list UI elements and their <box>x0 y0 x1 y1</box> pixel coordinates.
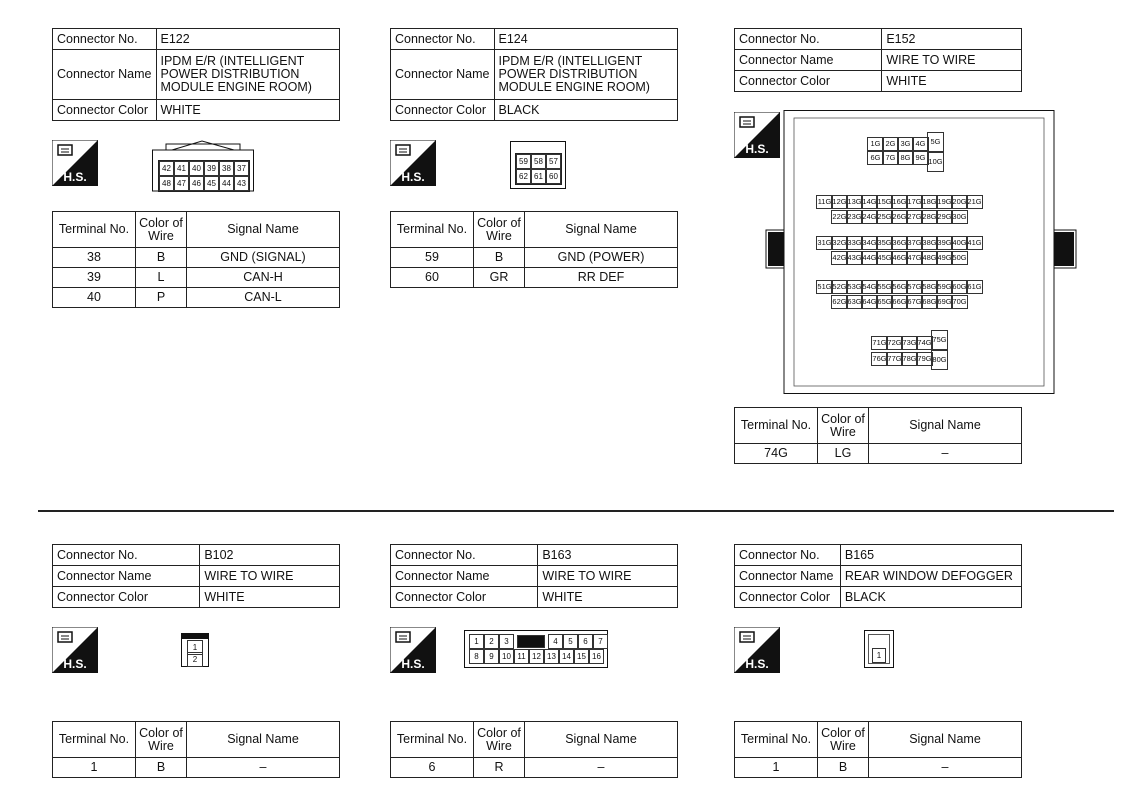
wire-color: P <box>136 288 187 308</box>
hs-icon <box>734 627 780 673</box>
connector-name-label: Connector Name <box>391 566 538 587</box>
pin: 12 <box>529 649 544 664</box>
pin: 41G <box>966 236 983 250</box>
table-row <box>53 268 340 288</box>
pin: 37 <box>234 161 249 176</box>
svg-text:H.S.: H.S. <box>401 170 425 184</box>
pin: 10G <box>927 152 944 172</box>
terminal-no-header: Terminal No. <box>53 212 136 248</box>
connector-no-value: B102 <box>200 545 340 566</box>
connector-no-label: Connector No. <box>391 29 495 50</box>
terminal-no: 1 <box>53 758 136 778</box>
pin: 53G <box>846 280 863 294</box>
pin: 24G <box>861 210 878 224</box>
pin: 62G <box>831 295 848 309</box>
wire-color: R <box>474 758 525 778</box>
table-row <box>53 288 340 308</box>
terminal-no: 74G <box>735 444 818 464</box>
signal-name-header: Signal Name <box>525 722 678 758</box>
signal-name: CAN-L <box>187 288 340 308</box>
pin: 41 <box>174 161 189 176</box>
pin: 17G <box>906 195 923 209</box>
pin: 8G <box>897 151 914 165</box>
pin: 37G <box>906 236 923 250</box>
pin: 34G <box>861 236 878 250</box>
pin: 66G <box>891 295 908 309</box>
color-of-wire-header: Color of Wire <box>818 722 869 758</box>
pin: 78G <box>901 352 918 366</box>
connector-no-label: Connector No. <box>53 29 157 50</box>
pin: 4G <box>912 137 929 151</box>
pin: 43G <box>846 251 863 265</box>
terminal-table-e152 <box>734 407 1022 464</box>
pin: 11G <box>816 195 833 209</box>
pin: 58G <box>921 280 938 294</box>
signal-name: – <box>525 758 678 778</box>
pin: 38 <box>219 161 234 176</box>
signal-name: – <box>187 758 340 778</box>
table-row <box>391 268 678 288</box>
pin: 5G <box>927 132 944 152</box>
pin: 33G <box>846 236 863 250</box>
pin: 16G <box>891 195 908 209</box>
terminal-no: 38 <box>53 248 136 268</box>
wire-color: B <box>818 758 869 778</box>
pin: 60G <box>951 280 968 294</box>
connector-info-b102 <box>52 544 340 608</box>
signal-name: CAN-H <box>187 268 340 288</box>
pin: 45G <box>876 251 893 265</box>
pin: 19G <box>936 195 953 209</box>
pin: 64G <box>861 295 878 309</box>
pin: 38G <box>921 236 938 250</box>
pin: 6G <box>867 151 884 165</box>
pin: 59G <box>936 280 953 294</box>
pin: 51G <box>816 280 833 294</box>
pin: 57 <box>546 154 561 169</box>
connector-no-label: Connector No. <box>391 545 538 566</box>
pin: 58 <box>531 154 546 169</box>
connector-name-value: WIRE TO WIRE <box>538 566 678 587</box>
connector-color-label: Connector Color <box>53 587 200 608</box>
connector-no-value: B165 <box>840 545 1021 566</box>
pin: 15G <box>876 195 893 209</box>
terminal-no-header: Terminal No. <box>735 722 818 758</box>
pin: 73G <box>901 336 918 350</box>
pin: 79G <box>916 352 933 366</box>
connector-face-b165 <box>864 630 894 668</box>
connector-color-value: WHITE <box>538 587 678 608</box>
pin: 9 <box>484 649 499 664</box>
connector-color-value: BLACK <box>494 100 678 121</box>
pin: 30G <box>951 210 968 224</box>
hs-icon <box>390 627 436 673</box>
pin: 1 <box>469 634 484 649</box>
terminal-no-header: Terminal No. <box>391 212 474 248</box>
pin: 15 <box>574 649 589 664</box>
connector-face-e152 <box>764 110 1078 394</box>
pin: 2 <box>484 634 499 649</box>
connector-color-label: Connector Color <box>391 100 495 121</box>
pin: 57G <box>906 280 923 294</box>
pin: 7 <box>593 634 608 649</box>
terminal-table-b165 <box>734 721 1022 778</box>
wire-color: LG <box>818 444 869 464</box>
connector-no-label: Connector No. <box>735 29 882 50</box>
pin: 65G <box>876 295 893 309</box>
pin: 1G <box>867 137 884 151</box>
pin: 47G <box>906 251 923 265</box>
connector-no-label: Connector No. <box>735 545 841 566</box>
pin: 45 <box>204 176 219 191</box>
hs-icon <box>52 627 98 673</box>
pin: 55G <box>876 280 893 294</box>
pin: 67G <box>906 295 923 309</box>
pin: 46 <box>189 176 204 191</box>
terminal-table-e122 <box>52 211 340 308</box>
pin: 39 <box>204 161 219 176</box>
connector-info-e152 <box>734 28 1022 92</box>
connector-color-value: WHITE <box>200 587 340 608</box>
pin: 26G <box>891 210 908 224</box>
pin: 48G <box>921 251 938 265</box>
pin: 36G <box>891 236 908 250</box>
table-row <box>53 758 340 778</box>
svg-text:H.S.: H.S. <box>401 657 425 671</box>
pin: 63G <box>846 295 863 309</box>
wire-color: B <box>474 248 525 268</box>
pin: 40G <box>951 236 968 250</box>
pin: 40 <box>189 161 204 176</box>
pin: 43 <box>234 176 249 191</box>
pin: 60 <box>546 169 561 184</box>
signal-name: GND (POWER) <box>525 248 678 268</box>
connector-color-label: Connector Color <box>735 71 882 92</box>
terminal-no-header: Terminal No. <box>53 722 136 758</box>
pin: 71G <box>871 336 888 350</box>
connector-no-value: E124 <box>494 29 678 50</box>
pin: 9G <box>912 151 929 165</box>
pin: 14 <box>559 649 574 664</box>
connector-name-label: Connector Name <box>735 566 841 587</box>
pin: 56G <box>891 280 908 294</box>
terminal-no: 1 <box>735 758 818 778</box>
pin: 28G <box>921 210 938 224</box>
pin: 44 <box>219 176 234 191</box>
signal-name: – <box>869 444 1022 464</box>
pin: 77G <box>886 352 903 366</box>
terminal-no: 6 <box>391 758 474 778</box>
connector-name-value: WIRE TO WIRE <box>882 50 1022 71</box>
pin: 80G <box>931 350 948 370</box>
connector-color-value: BLACK <box>840 587 1021 608</box>
wire-color: B <box>136 248 187 268</box>
table-row <box>735 444 1022 464</box>
terminal-table-e124 <box>390 211 678 288</box>
pin: 3 <box>499 634 514 649</box>
pin: 39G <box>936 236 953 250</box>
pin: 8 <box>469 649 484 664</box>
svg-text:H.S.: H.S. <box>745 657 769 671</box>
pin: 13 <box>544 649 559 664</box>
pin: 3G <box>897 137 914 151</box>
section-divider <box>38 510 1114 512</box>
signal-name: – <box>869 758 1022 778</box>
pin: 74G <box>916 336 933 350</box>
connector-no-value: B163 <box>538 545 678 566</box>
wire-color: L <box>136 268 187 288</box>
connector-name-value: IPDM E/R (INTELLIGENT POWER DISTRIBUTION MODULE ENGINE ROOM) <box>156 50 340 100</box>
terminal-table-b102 <box>52 721 340 778</box>
connector-face-b102 <box>181 633 209 667</box>
wire-color: B <box>136 758 187 778</box>
pin: 44G <box>861 251 878 265</box>
color-of-wire-header: Color of Wire <box>136 722 187 758</box>
pin: 2G <box>882 137 899 151</box>
connector-color-value: WHITE <box>882 71 1022 92</box>
pin: 5 <box>563 634 578 649</box>
pin: 61 <box>531 169 546 184</box>
signal-name-header: Signal Name <box>187 212 340 248</box>
pin: 21G <box>966 195 983 209</box>
pin: 54G <box>861 280 878 294</box>
pin: 52G <box>831 280 848 294</box>
pin: 59 <box>516 154 531 169</box>
pin: 72G <box>886 336 903 350</box>
pin: 62 <box>516 169 531 184</box>
terminal-no: 40 <box>53 288 136 308</box>
connector-info-b163 <box>390 544 678 608</box>
pin: 47 <box>174 176 189 191</box>
pin: 46G <box>891 251 908 265</box>
pin: 25G <box>876 210 893 224</box>
signal-name-header: Signal Name <box>187 722 340 758</box>
pin: 6 <box>578 634 593 649</box>
pin: 32G <box>831 236 848 250</box>
pin: 69G <box>936 295 953 309</box>
connector-no-value: E152 <box>882 29 1022 50</box>
table-row <box>53 248 340 268</box>
hs-icon <box>390 140 436 186</box>
pin: 16 <box>589 649 604 664</box>
pin: 22G <box>831 210 848 224</box>
color-of-wire-header: Color of Wire <box>818 408 869 444</box>
connector-name-label: Connector Name <box>53 566 200 587</box>
pin <box>517 635 545 648</box>
pin: 76G <box>871 352 888 366</box>
connector-info-b165 <box>734 544 1022 608</box>
pin: 29G <box>936 210 953 224</box>
pin: 42G <box>831 251 848 265</box>
pin: 31G <box>816 236 833 250</box>
pin: 14G <box>861 195 878 209</box>
svg-text:H.S.: H.S. <box>63 657 87 671</box>
pin: 48 <box>159 176 174 191</box>
connector-face-e124 <box>510 141 566 189</box>
terminal-no: 59 <box>391 248 474 268</box>
pin: 50G <box>951 251 968 265</box>
pin: 1 <box>872 648 886 663</box>
pin: 23G <box>846 210 863 224</box>
pin: 13G <box>846 195 863 209</box>
signal-name-header: Signal Name <box>869 408 1022 444</box>
color-of-wire-header: Color of Wire <box>474 212 525 248</box>
pin: 7G <box>882 151 899 165</box>
pin: 42 <box>159 161 174 176</box>
connector-name-value: REAR WINDOW DEFOGGER <box>840 566 1021 587</box>
connector-name-value: IPDM E/R (INTELLIGENT POWER DISTRIBUTION MODULE ENGINE ROOM) <box>494 50 678 100</box>
pin: 27G <box>906 210 923 224</box>
connector-color-label: Connector Color <box>391 587 538 608</box>
signal-name: RR DEF <box>525 268 678 288</box>
signal-name-header: Signal Name <box>869 722 1022 758</box>
svg-text:H.S.: H.S. <box>63 170 87 184</box>
pin: 70G <box>951 295 968 309</box>
connector-color-label: Connector Color <box>735 587 841 608</box>
pin: 12G <box>831 195 848 209</box>
terminal-no: 60 <box>391 268 474 288</box>
wire-color: GR <box>474 268 525 288</box>
pin: 11 <box>514 649 529 664</box>
pin: 1 <box>187 640 203 655</box>
pin: 18G <box>921 195 938 209</box>
signal-name-header: Signal Name <box>525 212 678 248</box>
connector-info-e124 <box>390 28 678 121</box>
terminal-table-b163 <box>390 721 678 778</box>
pin: 10 <box>499 649 514 664</box>
pin: 61G <box>966 280 983 294</box>
color-of-wire-header: Color of Wire <box>136 212 187 248</box>
connector-face-e122 <box>152 140 254 192</box>
pin: 68G <box>921 295 938 309</box>
table-row <box>391 248 678 268</box>
connector-color-value: WHITE <box>156 100 340 121</box>
connector-no-label: Connector No. <box>53 545 200 566</box>
pin: 4 <box>548 634 563 649</box>
pin: 75G <box>931 330 948 350</box>
connector-color-label: Connector Color <box>53 100 157 121</box>
connector-no-value: E122 <box>156 29 340 50</box>
table-row <box>391 758 678 778</box>
pin: 2 <box>187 652 203 667</box>
connector-name-label: Connector Name <box>53 50 157 100</box>
terminal-no: 39 <box>53 268 136 288</box>
terminal-no-header: Terminal No. <box>391 722 474 758</box>
connector-info-e122 <box>52 28 340 121</box>
hs-icon <box>52 140 98 186</box>
connector-name-value: WIRE TO WIRE <box>200 566 340 587</box>
pin: 49G <box>936 251 953 265</box>
table-row <box>735 758 1022 778</box>
signal-name: GND (SIGNAL) <box>187 248 340 268</box>
connector-name-label: Connector Name <box>735 50 882 71</box>
connector-name-label: Connector Name <box>391 50 495 100</box>
connector-face-b163 <box>464 630 608 668</box>
terminal-no-header: Terminal No. <box>735 408 818 444</box>
pin: 20G <box>951 195 968 209</box>
svg-text:H.S.: H.S. <box>745 142 769 156</box>
color-of-wire-header: Color of Wire <box>474 722 525 758</box>
pin: 35G <box>876 236 893 250</box>
